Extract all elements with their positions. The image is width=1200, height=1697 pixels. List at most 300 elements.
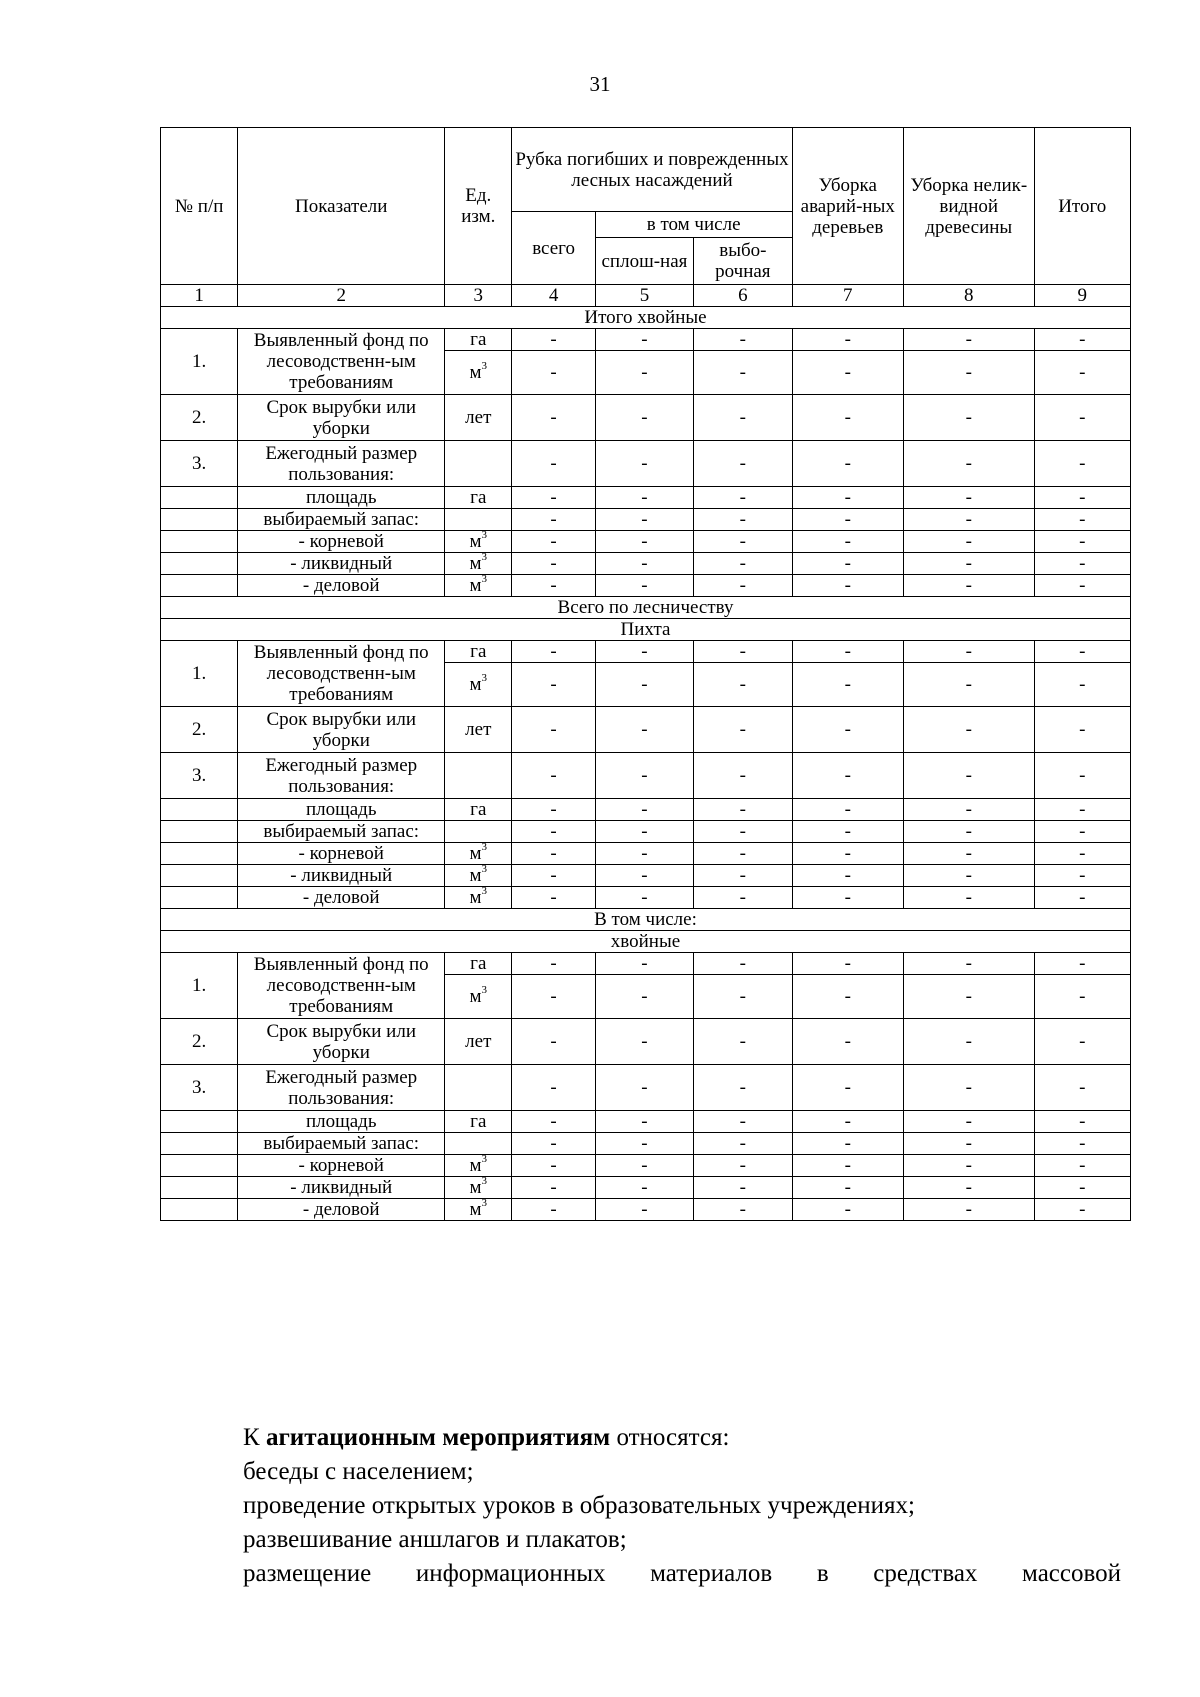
table-row	[161, 1111, 1131, 1133]
table-row	[161, 1133, 1131, 1155]
table-row	[161, 441, 1131, 487]
column-number: 9	[1034, 285, 1130, 307]
header-itogo: Итого	[1034, 128, 1130, 285]
footer-item: беседы с населением;	[243, 1458, 474, 1485]
row-number: 1.	[161, 953, 238, 1019]
value-cell: -	[903, 441, 1034, 487]
unit-text: м	[469, 575, 482, 596]
value-cell: -	[1034, 553, 1130, 575]
row-number	[161, 1111, 238, 1133]
value-cell: -	[694, 1177, 792, 1199]
unit-text: га	[470, 487, 487, 508]
row-number: 1.	[161, 329, 238, 395]
row-label: - ликвидный	[238, 1177, 445, 1199]
value-cell: -	[595, 975, 693, 1019]
row-unit	[445, 1177, 512, 1199]
value-cell: -	[595, 329, 693, 351]
unit-superscript: 3	[481, 552, 488, 563]
row-unit: га	[445, 329, 512, 351]
value-cell: -	[792, 753, 903, 799]
row-number	[161, 531, 238, 553]
row-label: площадь	[238, 799, 445, 821]
value-cell: -	[1034, 753, 1130, 799]
column-number: 6	[694, 285, 792, 307]
row-number	[161, 1155, 238, 1177]
value-cell: -	[792, 821, 903, 843]
header-selective: выбо-рочная	[694, 238, 792, 285]
value-cell: -	[792, 887, 903, 909]
row-label: Срок вырубки или уборки	[238, 707, 445, 753]
row-label: - деловой	[238, 1199, 445, 1221]
unit-text: м	[469, 843, 482, 864]
row-unit	[445, 509, 512, 531]
value-cell: -	[903, 843, 1034, 865]
value-cell: -	[512, 509, 595, 531]
row-number	[161, 821, 238, 843]
value-cell: -	[595, 821, 693, 843]
value-cell: -	[694, 1155, 792, 1177]
value-cell: -	[694, 887, 792, 909]
unit-superscript: 3	[481, 671, 488, 684]
unit-text: м	[469, 1177, 482, 1198]
value-cell: -	[1034, 351, 1130, 395]
value-cell: -	[792, 351, 903, 395]
value-cell: -	[1034, 707, 1130, 753]
section-heading-row	[161, 597, 1131, 619]
value-cell: -	[903, 641, 1034, 663]
value-cell: -	[694, 1019, 792, 1065]
value-cell: -	[694, 865, 792, 887]
row-unit	[445, 487, 512, 509]
value-cell: -	[512, 1111, 595, 1133]
value-cell: -	[694, 1199, 792, 1221]
value-cell: -	[1034, 799, 1130, 821]
row-unit	[445, 663, 512, 707]
unit-text: м	[469, 1155, 482, 1176]
value-cell: -	[595, 753, 693, 799]
header-illiquid: Уборка нелик-видной древесины	[903, 128, 1034, 285]
value-cell: -	[903, 663, 1034, 707]
row-label: - ликвидный	[238, 553, 445, 575]
unit-superscript: 3	[481, 359, 488, 372]
table-row	[161, 641, 1131, 663]
row-number	[161, 553, 238, 575]
value-cell: -	[512, 575, 595, 597]
value-cell: -	[903, 865, 1034, 887]
value-cell: -	[1034, 663, 1130, 707]
table-row	[161, 707, 1131, 753]
footer-item: размещение информационных материалов в средствах массовой	[243, 1560, 1121, 1587]
value-cell: -	[903, 707, 1034, 753]
unit-superscript: 3	[481, 530, 488, 541]
value-cell: -	[512, 531, 595, 553]
value-cell: -	[595, 799, 693, 821]
value-cell: -	[792, 531, 903, 553]
row-number	[161, 843, 238, 865]
value-cell: -	[512, 821, 595, 843]
value-cell: -	[792, 799, 903, 821]
value-cell: -	[792, 329, 903, 351]
value-cell: -	[903, 1065, 1034, 1111]
row-number	[161, 575, 238, 597]
value-cell: -	[1034, 1065, 1130, 1111]
value-cell: -	[595, 351, 693, 395]
table-row	[161, 799, 1131, 821]
value-cell: -	[595, 865, 693, 887]
section-heading: В том числе:	[161, 909, 1131, 931]
header-unit: Ед. изм.	[445, 128, 512, 285]
table-row	[161, 953, 1131, 975]
value-cell: -	[792, 843, 903, 865]
row-unit	[445, 753, 512, 799]
table-row	[161, 1177, 1131, 1199]
row-label: Ежегодный размер пользования:	[238, 753, 445, 799]
value-cell: -	[1034, 395, 1130, 441]
row-unit	[445, 1111, 512, 1133]
value-cell: -	[1034, 487, 1130, 509]
value-cell: -	[792, 509, 903, 531]
unit-superscript: 3	[481, 1154, 488, 1165]
row-number	[161, 1199, 238, 1221]
row-label: Выявленный фонд по лесоводственн-ым требованиям	[238, 641, 445, 707]
value-cell: -	[1034, 1019, 1130, 1065]
forest-use-table	[160, 127, 1131, 1221]
row-label: - деловой	[238, 575, 445, 597]
value-cell: -	[512, 553, 595, 575]
row-number	[161, 1133, 238, 1155]
value-cell: -	[512, 843, 595, 865]
value-cell: -	[595, 1065, 693, 1111]
unit-superscript: 3	[481, 886, 488, 897]
row-number	[161, 509, 238, 531]
value-cell: -	[694, 821, 792, 843]
value-cell: -	[1034, 821, 1130, 843]
value-cell: -	[694, 487, 792, 509]
header-total: всего	[512, 212, 595, 285]
value-cell: -	[1034, 441, 1130, 487]
value-cell: -	[1034, 953, 1130, 975]
value-cell: -	[512, 1065, 595, 1111]
value-cell: -	[792, 441, 903, 487]
row-unit	[445, 531, 512, 553]
section-heading-row	[161, 307, 1131, 329]
unit-text: лет	[465, 719, 492, 740]
row-label: Ежегодный размер пользования:	[238, 441, 445, 487]
column-number: 5	[595, 285, 693, 307]
column-number: 2	[238, 285, 445, 307]
row-unit	[445, 1019, 512, 1065]
column-number: 4	[512, 285, 595, 307]
unit-text: лет	[465, 1031, 492, 1052]
unit-text: лет	[465, 407, 492, 428]
value-cell: -	[1034, 531, 1130, 553]
intro-suffix: относятся:	[610, 1424, 730, 1451]
value-cell: -	[595, 1177, 693, 1199]
value-cell: -	[792, 553, 903, 575]
row-number	[161, 865, 238, 887]
table-row	[161, 395, 1131, 441]
value-cell: -	[512, 1155, 595, 1177]
value-cell: -	[903, 487, 1034, 509]
value-cell: -	[595, 843, 693, 865]
value-cell: -	[512, 395, 595, 441]
value-cell: -	[1034, 509, 1130, 531]
table-row	[161, 865, 1131, 887]
value-cell: -	[1034, 1133, 1130, 1155]
value-cell: -	[595, 395, 693, 441]
row-label: выбираемый запас:	[238, 1133, 445, 1155]
table-row	[161, 509, 1131, 531]
value-cell: -	[903, 1155, 1034, 1177]
value-cell: -	[512, 1177, 595, 1199]
table-row	[161, 753, 1131, 799]
value-cell: -	[1034, 1177, 1130, 1199]
value-cell: -	[694, 953, 792, 975]
unit-text: м	[469, 531, 482, 552]
row-label: - корневой	[238, 843, 445, 865]
value-cell: -	[694, 531, 792, 553]
value-cell: -	[595, 441, 693, 487]
row-unit	[445, 843, 512, 865]
column-numbers-row	[161, 285, 1131, 307]
unit-text: м	[469, 674, 482, 695]
row-number	[161, 887, 238, 909]
table-row	[161, 531, 1131, 553]
row-label: Ежегодный размер пользования:	[238, 1065, 445, 1111]
value-cell: -	[595, 663, 693, 707]
row-label: площадь	[238, 1111, 445, 1133]
value-cell: -	[512, 865, 595, 887]
column-number: 7	[792, 285, 903, 307]
value-cell: -	[595, 487, 693, 509]
unit-superscript: 3	[481, 983, 488, 996]
section-heading: Всего по лесничеству	[161, 597, 1131, 619]
row-number: 3.	[161, 441, 238, 487]
unit-text: м	[469, 887, 482, 908]
header-num: № п/п	[161, 128, 238, 285]
value-cell: -	[512, 329, 595, 351]
value-cell: -	[512, 1133, 595, 1155]
value-cell: -	[1034, 641, 1130, 663]
row-number: 2.	[161, 395, 238, 441]
column-number: 8	[903, 285, 1034, 307]
value-cell: -	[903, 531, 1034, 553]
value-cell: -	[694, 351, 792, 395]
value-cell: -	[903, 1133, 1034, 1155]
row-unit	[445, 1199, 512, 1221]
value-cell: -	[512, 753, 595, 799]
section-heading: хвойные	[161, 931, 1131, 953]
row-number: 1.	[161, 641, 238, 707]
value-cell: -	[694, 509, 792, 531]
row-label: Срок вырубки или уборки	[238, 395, 445, 441]
row-unit	[445, 707, 512, 753]
unit-superscript: 3	[481, 1198, 488, 1209]
value-cell: -	[595, 1111, 693, 1133]
unit-text: га	[470, 799, 487, 820]
value-cell: -	[694, 553, 792, 575]
value-cell: -	[1034, 329, 1130, 351]
value-cell: -	[512, 663, 595, 707]
value-cell: -	[792, 865, 903, 887]
row-label: площадь	[238, 487, 445, 509]
section-heading: Пихта	[161, 619, 1131, 641]
header-emergency: Уборка аварий-ных деревьев	[792, 128, 903, 285]
value-cell: -	[792, 1111, 903, 1133]
unit-superscript: 3	[481, 1176, 488, 1187]
row-label: Выявленный фонд по лесоводственн-ым требованиям	[238, 329, 445, 395]
value-cell: -	[595, 1199, 693, 1221]
value-cell: -	[595, 887, 693, 909]
value-cell: -	[792, 1065, 903, 1111]
value-cell: -	[903, 329, 1034, 351]
table-row	[161, 487, 1131, 509]
value-cell: -	[792, 1155, 903, 1177]
value-cell: -	[595, 707, 693, 753]
value-cell: -	[792, 1019, 903, 1065]
unit-text: м	[469, 986, 482, 1007]
column-number: 3	[445, 285, 512, 307]
row-number: 3.	[161, 1065, 238, 1111]
value-cell: -	[903, 575, 1034, 597]
section-heading: Итого хвойные	[161, 307, 1131, 329]
table-row	[161, 553, 1131, 575]
value-cell: -	[694, 753, 792, 799]
row-unit	[445, 351, 512, 395]
row-label: Срок вырубки или уборки	[238, 1019, 445, 1065]
footer-item: развешивание аншлагов и плакатов;	[243, 1526, 627, 1553]
table-row	[161, 575, 1131, 597]
value-cell: -	[903, 821, 1034, 843]
row-number: 2.	[161, 1019, 238, 1065]
value-cell: -	[512, 487, 595, 509]
value-cell: -	[903, 799, 1034, 821]
value-cell: -	[792, 575, 903, 597]
row-label: - корневой	[238, 531, 445, 553]
row-number: 3.	[161, 753, 238, 799]
value-cell: -	[1034, 1155, 1130, 1177]
value-cell: -	[792, 395, 903, 441]
footer-text	[243, 1421, 1121, 1591]
row-number: 2.	[161, 707, 238, 753]
value-cell: -	[1034, 1111, 1130, 1133]
value-cell: -	[792, 953, 903, 975]
header-including: в том числе	[595, 212, 792, 238]
unit-text: м	[469, 865, 482, 886]
footer-item: проведение открытых уроков в образовательных учреждениях;	[243, 1492, 915, 1519]
value-cell: -	[694, 575, 792, 597]
value-cell: -	[1034, 843, 1130, 865]
value-cell: -	[694, 843, 792, 865]
section-heading-row	[161, 909, 1131, 931]
value-cell: -	[903, 1199, 1034, 1221]
value-cell: -	[512, 441, 595, 487]
value-cell: -	[903, 1111, 1034, 1133]
value-cell: -	[512, 1199, 595, 1221]
row-number	[161, 487, 238, 509]
unit-text: м	[469, 362, 482, 383]
unit-superscript: 3	[481, 574, 488, 585]
header-indicator: Показатели	[238, 128, 445, 285]
table-row	[161, 1019, 1131, 1065]
value-cell: -	[903, 1177, 1034, 1199]
value-cell: -	[792, 707, 903, 753]
row-label: - деловой	[238, 887, 445, 909]
page-number: 31	[589, 72, 611, 96]
table-row	[161, 843, 1131, 865]
value-cell: -	[512, 351, 595, 395]
row-unit	[445, 975, 512, 1019]
value-cell: -	[694, 641, 792, 663]
row-unit: га	[445, 953, 512, 975]
value-cell: -	[694, 663, 792, 707]
value-cell: -	[903, 887, 1034, 909]
unit-text: га	[470, 1111, 487, 1132]
value-cell: -	[694, 395, 792, 441]
value-cell: -	[595, 1019, 693, 1065]
table-row	[161, 1065, 1131, 1111]
row-label: - корневой	[238, 1155, 445, 1177]
footer-intro	[243, 1421, 1121, 1455]
value-cell: -	[792, 975, 903, 1019]
value-cell: -	[595, 1133, 693, 1155]
row-unit	[445, 441, 512, 487]
row-unit	[445, 395, 512, 441]
row-unit: га	[445, 641, 512, 663]
value-cell: -	[694, 975, 792, 1019]
intro-prefix: К	[243, 1424, 266, 1451]
intro-bold: агитационным мероприятиям	[265, 1424, 611, 1451]
value-cell: -	[595, 531, 693, 553]
value-cell: -	[792, 1199, 903, 1221]
row-unit	[445, 799, 512, 821]
row-label: выбираемый запас:	[238, 509, 445, 531]
table-row	[161, 1199, 1131, 1221]
row-label: - ликвидный	[238, 865, 445, 887]
value-cell: -	[1034, 1199, 1130, 1221]
column-number: 1	[161, 285, 238, 307]
value-cell: -	[1034, 887, 1130, 909]
row-number	[161, 799, 238, 821]
value-cell: -	[512, 799, 595, 821]
unit-superscript: 3	[481, 864, 488, 875]
value-cell: -	[694, 707, 792, 753]
value-cell: -	[903, 509, 1034, 531]
value-cell: -	[792, 663, 903, 707]
section-heading-row	[161, 931, 1131, 953]
unit-text: м	[469, 1199, 482, 1220]
value-cell: -	[694, 441, 792, 487]
value-cell: -	[694, 1133, 792, 1155]
value-cell: -	[694, 1111, 792, 1133]
section-heading-row	[161, 619, 1131, 641]
table-row	[161, 821, 1131, 843]
value-cell: -	[595, 1155, 693, 1177]
value-cell: -	[512, 953, 595, 975]
value-cell: -	[903, 351, 1034, 395]
value-cell: -	[595, 553, 693, 575]
value-cell: -	[694, 329, 792, 351]
value-cell: -	[512, 1019, 595, 1065]
value-cell: -	[1034, 865, 1130, 887]
value-cell: -	[792, 1133, 903, 1155]
value-cell: -	[512, 707, 595, 753]
value-cell: -	[595, 575, 693, 597]
row-unit	[445, 865, 512, 887]
table-row	[161, 1155, 1131, 1177]
value-cell: -	[903, 753, 1034, 799]
table-row	[161, 329, 1131, 351]
